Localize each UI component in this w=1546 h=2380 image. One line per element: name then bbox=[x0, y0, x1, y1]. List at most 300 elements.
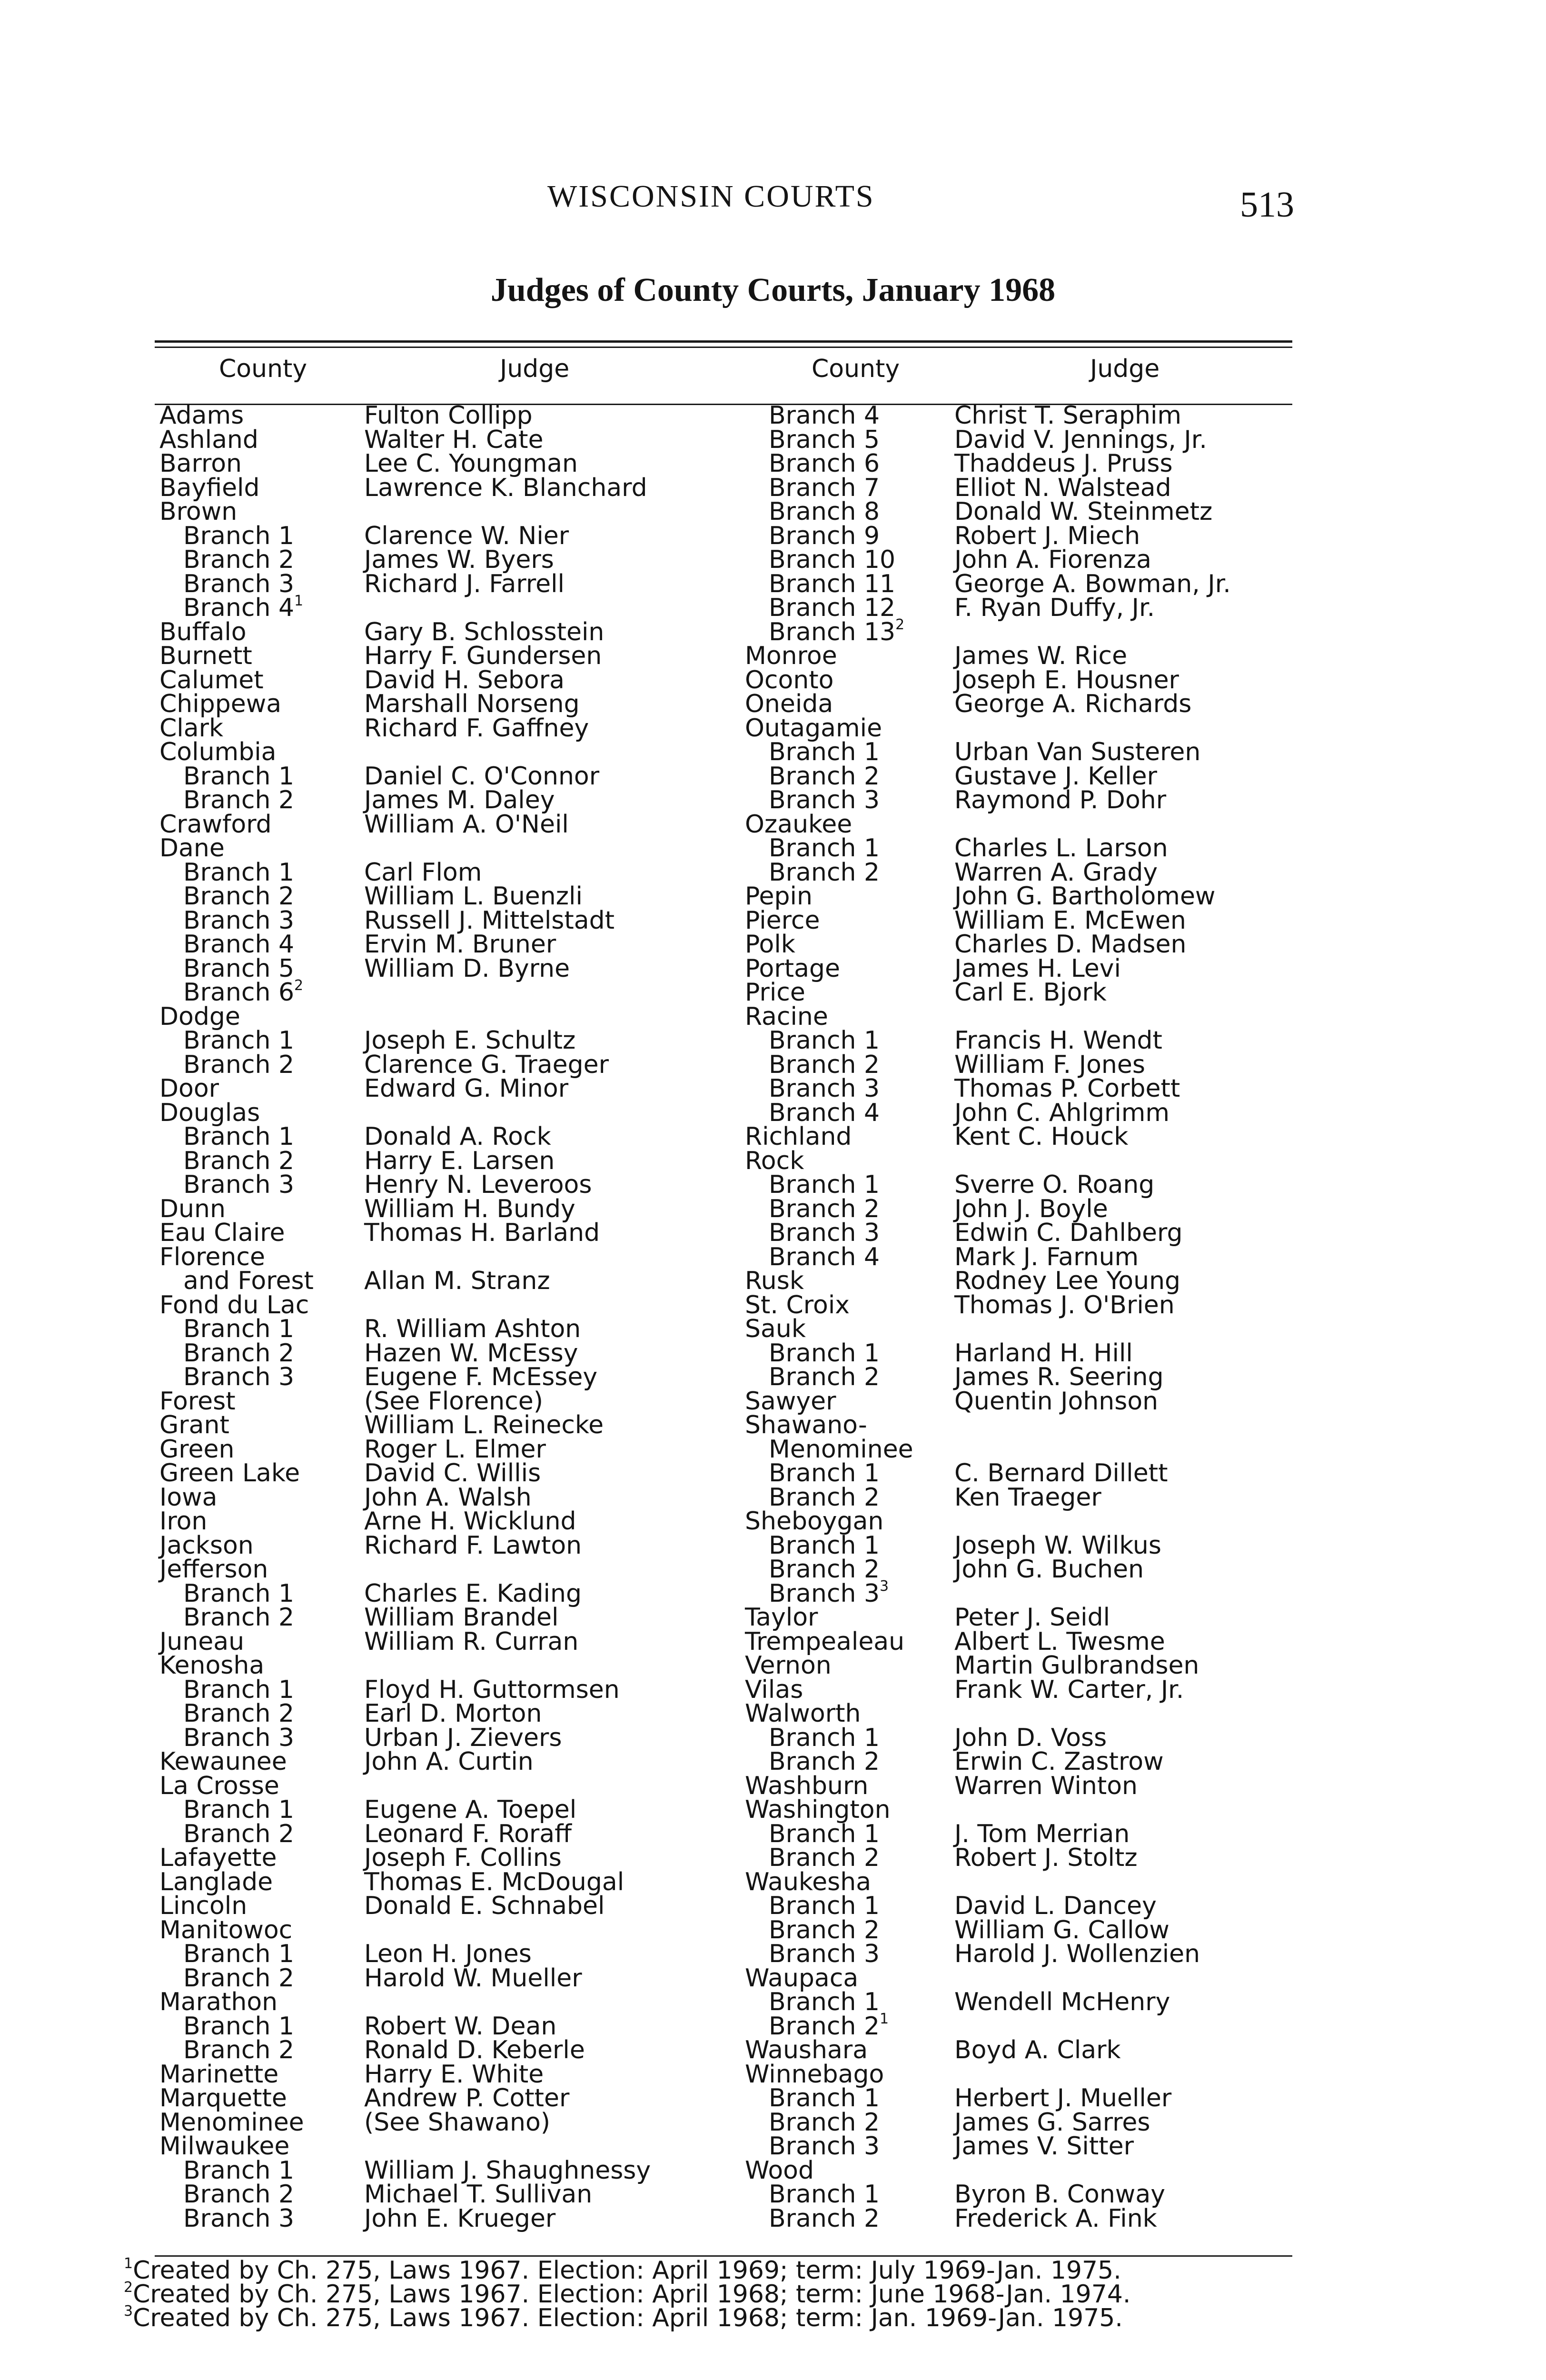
judge-name: John C. Ahlgrimm bbox=[954, 1098, 1170, 1127]
judge-name: Joseph W. Wilkus bbox=[954, 1531, 1161, 1560]
judge-name: Mark J. Farnum bbox=[954, 1242, 1139, 1271]
county-label: Waushara bbox=[745, 2036, 868, 2064]
table-row bbox=[740, 1867, 1295, 1896]
table-row bbox=[740, 764, 1295, 789]
table-row bbox=[740, 884, 1295, 909]
county-label: Outagamie bbox=[745, 714, 882, 743]
county-label: Branch 1 bbox=[769, 2084, 880, 2112]
county-name bbox=[769, 616, 905, 646]
county-label: Branch 2 bbox=[183, 1819, 295, 1848]
judge-name: (See Florence) bbox=[364, 1387, 544, 1416]
table-row bbox=[155, 1194, 740, 1223]
judge-name: Henry N. Leveroos bbox=[364, 1170, 592, 1199]
table-row bbox=[740, 2156, 1295, 2185]
judge-name: William R. Curran bbox=[364, 1627, 579, 1656]
table-row bbox=[740, 1915, 1295, 1944]
table-row bbox=[740, 1771, 1295, 1800]
table-row bbox=[155, 740, 740, 764]
county-label: Menominee bbox=[769, 1435, 913, 1464]
table-row bbox=[740, 569, 1295, 598]
county-name bbox=[183, 1795, 295, 1824]
county-name bbox=[159, 617, 247, 646]
county-name bbox=[159, 425, 258, 454]
county-label: Menominee bbox=[159, 2108, 304, 2137]
judge-name: Donald W. Steinmetz bbox=[954, 497, 1213, 526]
table-row bbox=[740, 2038, 1295, 2063]
county-name bbox=[769, 1026, 880, 1055]
county-label: Branch 4 bbox=[769, 1098, 880, 1127]
county-name bbox=[769, 2086, 880, 2111]
county-label: Branch 12 bbox=[769, 594, 896, 622]
running-head: WISCONSIN COURTS bbox=[547, 179, 875, 214]
county-label: Polk bbox=[745, 930, 795, 959]
table-row bbox=[740, 1557, 1295, 1582]
judge-name: (See Shawano) bbox=[364, 2108, 551, 2137]
table-row bbox=[155, 449, 740, 478]
right-entries-table bbox=[740, 401, 1295, 2233]
county-name bbox=[769, 1341, 880, 1366]
judge-name: William L. Buenzli bbox=[364, 882, 583, 911]
county-name bbox=[769, 2182, 880, 2207]
table-row bbox=[155, 521, 740, 550]
judge-name: Hazen W. McEssy bbox=[364, 1339, 578, 1368]
county-name bbox=[183, 1026, 295, 1055]
county-name bbox=[745, 954, 840, 983]
county-name bbox=[769, 1723, 880, 1752]
county-label: Branch 6 bbox=[183, 978, 295, 1007]
table-row bbox=[740, 644, 1295, 668]
table-row bbox=[740, 1819, 1295, 1848]
county-name bbox=[769, 425, 880, 454]
table-row bbox=[155, 2182, 740, 2207]
county-label: Branch 1 bbox=[183, 1579, 295, 1608]
county-name bbox=[159, 473, 260, 502]
county-name bbox=[745, 978, 805, 1007]
judge-name: Quentin Johnson bbox=[954, 1387, 1159, 1416]
judge-name: Charles E. Kading bbox=[364, 1579, 582, 1608]
county-label: Lincoln bbox=[159, 1892, 248, 1920]
county-name bbox=[183, 2204, 295, 2233]
county-label: Branch 5 bbox=[769, 425, 880, 454]
judge-name: John A. Fiorenza bbox=[954, 545, 1152, 574]
county-label: Branch 1 bbox=[769, 738, 880, 766]
table-row bbox=[155, 2134, 740, 2159]
county-label: Branch 9 bbox=[769, 521, 880, 550]
table-row bbox=[740, 425, 1295, 454]
county-name bbox=[769, 401, 880, 430]
judge-name: Thaddeus J. Pruss bbox=[954, 449, 1173, 478]
judge-name: Ervin M. Bruner bbox=[364, 930, 556, 959]
county-label: Milwaukee bbox=[159, 2132, 290, 2161]
judge-name: Fulton Collipp bbox=[364, 401, 533, 430]
county-name bbox=[745, 2156, 814, 2185]
table-row bbox=[740, 788, 1295, 813]
county-label: Dunn bbox=[159, 1194, 226, 1223]
county-name bbox=[183, 788, 294, 813]
column-header-judge-right: Judge bbox=[1090, 355, 1160, 383]
judge-name: George A. Richards bbox=[954, 690, 1192, 718]
judge-name: Roger L. Elmer bbox=[364, 1435, 546, 1464]
county-name bbox=[745, 1002, 828, 1031]
county-name bbox=[159, 1221, 285, 1245]
county-name bbox=[159, 497, 238, 526]
county-label: Branch 2 bbox=[769, 1483, 880, 1512]
county-label: Branch 1 bbox=[769, 1339, 880, 1368]
county-name bbox=[769, 1050, 880, 1079]
table-row bbox=[155, 1603, 740, 1632]
county-label: Langlade bbox=[159, 1867, 273, 1896]
county-name bbox=[183, 2038, 294, 2063]
county-label: Branch 3 bbox=[769, 1074, 880, 1103]
county-label: Branch 2 bbox=[183, 1050, 295, 1079]
county-name bbox=[159, 1771, 279, 1800]
county-label: Jackson bbox=[159, 1531, 254, 1560]
table-row bbox=[740, 1966, 1295, 1991]
county-label: Branch 2 bbox=[769, 1844, 880, 1872]
county-name bbox=[745, 1509, 883, 1534]
county-name bbox=[769, 836, 880, 861]
table-row bbox=[155, 716, 740, 741]
table-row bbox=[155, 1050, 740, 1079]
county-name bbox=[159, 1098, 260, 1127]
county-name bbox=[745, 1627, 905, 1656]
county-label: Jefferson bbox=[159, 1555, 268, 1584]
table-row bbox=[155, 1483, 740, 1512]
county-name bbox=[183, 1317, 294, 1341]
footnote-marker: 3 bbox=[880, 1578, 889, 1595]
judge-name: Russell J. Mittelstadt bbox=[364, 906, 615, 935]
county-label: Branch 1 bbox=[183, 858, 295, 887]
judge-name: Arne H. Wicklund bbox=[364, 1507, 576, 1536]
county-label: Eau Claire bbox=[159, 1219, 285, 1247]
table-row bbox=[740, 1026, 1295, 1055]
table-row bbox=[740, 692, 1295, 716]
table-row bbox=[740, 954, 1295, 983]
table-row bbox=[155, 2060, 740, 2089]
table-row bbox=[740, 810, 1295, 839]
judge-name: Herbert J. Mueller bbox=[954, 2084, 1172, 2112]
table-row bbox=[155, 1942, 740, 1966]
county-name bbox=[745, 644, 837, 668]
table-row bbox=[740, 2108, 1295, 2137]
table-row bbox=[155, 1146, 740, 1175]
judge-name: Sverre O. Roang bbox=[954, 1170, 1155, 1199]
county-name bbox=[745, 810, 852, 839]
county-label: Iowa bbox=[159, 1483, 218, 1512]
table-row bbox=[155, 1413, 740, 1438]
table-row bbox=[740, 1651, 1295, 1680]
county-name bbox=[159, 1557, 268, 1582]
table-row bbox=[740, 1531, 1295, 1560]
county-label: Branch 3 bbox=[769, 1219, 880, 1247]
county-name bbox=[183, 592, 304, 622]
county-name bbox=[159, 1290, 309, 1319]
table-row bbox=[740, 740, 1295, 764]
county-name bbox=[159, 1509, 207, 1534]
table-row bbox=[155, 1915, 740, 1944]
judge-name: William J. Shaughnessy bbox=[364, 2156, 651, 2185]
county-label: Monroe bbox=[745, 642, 837, 670]
county-name bbox=[769, 740, 880, 764]
table-row bbox=[740, 1341, 1295, 1366]
judge-name: Harry F. Gundersen bbox=[364, 642, 602, 670]
page-number: 513 bbox=[1240, 185, 1294, 225]
county-label: Branch 3 bbox=[183, 569, 295, 598]
county-label: Branch 1 bbox=[183, 1315, 295, 1343]
county-name bbox=[159, 810, 272, 839]
county-label: Door bbox=[159, 1074, 219, 1103]
county-name bbox=[183, 764, 294, 789]
table-row bbox=[740, 1699, 1295, 1728]
table-row bbox=[155, 1461, 740, 1486]
table-row bbox=[740, 906, 1295, 935]
county-name bbox=[745, 1317, 806, 1341]
judge-name: Lawrence K. Blanchard bbox=[364, 473, 647, 502]
judge-name: Rodney Lee Young bbox=[954, 1267, 1181, 1295]
table-row bbox=[155, 2038, 740, 2063]
county-label: Shawano- bbox=[745, 1411, 867, 1439]
county-label: Branch 5 bbox=[183, 954, 295, 983]
table-row bbox=[740, 497, 1295, 526]
county-name bbox=[745, 1122, 852, 1151]
county-label: Marathon bbox=[159, 1988, 278, 2016]
county-name bbox=[769, 858, 880, 887]
table-row bbox=[155, 692, 740, 716]
county-name bbox=[159, 1461, 300, 1486]
county-label: Branch 1 bbox=[769, 1988, 880, 2016]
judge-name: J. Tom Merrian bbox=[954, 1819, 1130, 1848]
judge-name: James R. Seering bbox=[954, 1363, 1164, 1391]
judge-name: Donald A. Rock bbox=[364, 1122, 551, 1151]
county-name bbox=[769, 1531, 880, 1560]
county-label: Branch 2 bbox=[769, 2108, 880, 2137]
table-row bbox=[155, 884, 740, 909]
county-label: Branch 1 bbox=[183, 2156, 295, 2185]
judge-name: William Brandel bbox=[364, 1603, 559, 1632]
county-label: Branch 2 bbox=[183, 786, 295, 814]
county-label: Pepin bbox=[745, 882, 813, 911]
table-row bbox=[155, 788, 740, 813]
county-name bbox=[183, 1170, 295, 1199]
county-name bbox=[769, 1242, 880, 1271]
county-name bbox=[769, 1557, 880, 1582]
county-name bbox=[769, 1170, 880, 1199]
county-name bbox=[769, 1483, 880, 1512]
county-name bbox=[769, 2011, 889, 2041]
table-row bbox=[740, 1146, 1295, 1175]
column-header-county-right: County bbox=[812, 355, 900, 383]
county-label: Dane bbox=[159, 834, 225, 863]
judge-name: Harold W. Mueller bbox=[364, 1964, 582, 1993]
table-row bbox=[740, 1461, 1295, 1486]
top-double-rule-inner bbox=[155, 347, 1292, 348]
table-row bbox=[155, 977, 740, 1007]
table-row bbox=[155, 1747, 740, 1776]
county-name bbox=[769, 545, 896, 574]
judge-name: James V. Sitter bbox=[954, 2132, 1134, 2161]
county-label: Branch 2 bbox=[183, 2180, 295, 2209]
county-name bbox=[183, 569, 295, 598]
table-row bbox=[740, 1242, 1295, 1271]
county-name bbox=[183, 1723, 295, 1752]
county-label: Washburn bbox=[745, 1771, 869, 1800]
county-label: Branch 2 bbox=[769, 1050, 880, 1079]
county-label: Green Lake bbox=[159, 1459, 300, 1488]
county-name bbox=[769, 1194, 880, 1223]
judge-name: William F. Jones bbox=[954, 1050, 1145, 1079]
table-row bbox=[740, 1269, 1295, 1293]
county-label: Branch 1 bbox=[183, 2012, 295, 2041]
judge-name: John D. Voss bbox=[954, 1723, 1107, 1752]
county-name bbox=[745, 1413, 867, 1438]
judge-name: Thomas E. McDougal bbox=[364, 1867, 624, 1896]
judge-name: Harland H. Hill bbox=[954, 1339, 1133, 1368]
judge-name: Eugene A. Toepel bbox=[364, 1795, 577, 1824]
county-label: and Forest bbox=[183, 1267, 314, 1295]
judge-name: Harry E. White bbox=[364, 2060, 544, 2089]
county-label: Branch 2 bbox=[183, 2036, 295, 2064]
table-row bbox=[740, 1627, 1295, 1656]
county-label: Branch 1 bbox=[183, 762, 295, 791]
table-row bbox=[740, 1170, 1295, 1199]
judge-name: Wendell McHenry bbox=[954, 1988, 1170, 2016]
county-label: Branch 1 bbox=[769, 1892, 880, 1920]
county-label: Sawyer bbox=[745, 1387, 836, 1416]
judge-name: William G. Callow bbox=[954, 1915, 1169, 1944]
judge-name: Robert J. Miech bbox=[954, 521, 1140, 550]
table-row bbox=[155, 1867, 740, 1896]
footnote-line bbox=[124, 2255, 1130, 2285]
judge-name: William E. McEwen bbox=[954, 906, 1186, 935]
table-row bbox=[155, 1098, 740, 1127]
county-name bbox=[745, 1699, 861, 1728]
county-label: Price bbox=[745, 978, 805, 1007]
county-label: Forest bbox=[159, 1387, 236, 1416]
county-label: Branch 1 bbox=[183, 1122, 295, 1151]
table-row bbox=[155, 1389, 740, 1414]
county-label: Grant bbox=[159, 1411, 229, 1439]
county-label: Branch 2 bbox=[183, 1146, 295, 1175]
county-label: St. Croix bbox=[745, 1290, 850, 1319]
county-label: Sheboygan bbox=[745, 1507, 884, 1536]
table-row bbox=[740, 1122, 1295, 1151]
county-name bbox=[745, 1867, 872, 1896]
county-name bbox=[183, 1942, 294, 1966]
county-name bbox=[745, 716, 882, 741]
table-row bbox=[740, 2182, 1295, 2207]
county-label: Manitowoc bbox=[159, 1915, 293, 1944]
judge-name: Gary B. Schlosstein bbox=[364, 617, 605, 646]
judge-name: Floyd H. Guttormsen bbox=[364, 1675, 620, 1704]
county-label: Pierce bbox=[745, 906, 820, 935]
county-name bbox=[769, 2134, 880, 2159]
judge-name: James M. Daley bbox=[364, 786, 555, 814]
judge-name: Frederick A. Fink bbox=[954, 2204, 1157, 2233]
table-row bbox=[155, 1170, 740, 1199]
county-label: Rusk bbox=[745, 1267, 804, 1295]
county-label: Burnett bbox=[159, 642, 252, 670]
county-name bbox=[159, 1413, 229, 1438]
county-label: Branch 1 bbox=[183, 1675, 295, 1704]
table-row bbox=[155, 1341, 740, 1366]
county-label: Branch 1 bbox=[769, 1723, 880, 1752]
county-label: Branch 3 bbox=[183, 906, 295, 935]
table-row bbox=[740, 1509, 1295, 1534]
table-row bbox=[155, 1723, 740, 1752]
table-row bbox=[740, 1050, 1295, 1079]
table-row bbox=[155, 1242, 740, 1271]
county-name bbox=[159, 1867, 273, 1896]
judge-name: George A. Bowman, Jr. bbox=[954, 569, 1231, 598]
county-name bbox=[769, 788, 880, 813]
judge-name: Carl Flom bbox=[364, 858, 482, 887]
judge-name: Robert W. Dean bbox=[364, 2012, 557, 2041]
table-row bbox=[740, 1290, 1295, 1319]
county-name bbox=[183, 1269, 314, 1293]
county-label: Kewaunee bbox=[159, 1747, 287, 1776]
judge-name: Joseph F. Collins bbox=[364, 1844, 562, 1872]
judge-name: Harry E. Larsen bbox=[364, 1146, 555, 1175]
table-row bbox=[155, 1990, 740, 2014]
footnote-marker: 3 bbox=[124, 2302, 133, 2320]
judge-name: Martin Gulbrandsen bbox=[954, 1651, 1199, 1680]
table-row bbox=[155, 954, 740, 983]
table-row bbox=[740, 401, 1295, 430]
county-label: Branch 1 bbox=[183, 1795, 295, 1824]
county-name bbox=[159, 1915, 293, 1944]
judge-name: John G. Buchen bbox=[954, 1555, 1144, 1584]
county-label: Branch 10 bbox=[769, 545, 896, 574]
county-label: Branch 2 bbox=[769, 1194, 880, 1223]
table-row bbox=[155, 1651, 740, 1680]
county-name bbox=[159, 1435, 235, 1464]
table-row bbox=[155, 1771, 740, 1800]
table-row bbox=[740, 665, 1295, 694]
table-row bbox=[155, 858, 740, 887]
footnote-marker: 2 bbox=[124, 2279, 133, 2296]
table-row bbox=[155, 1122, 740, 1151]
judge-name: Christ T. Seraphim bbox=[954, 401, 1182, 430]
county-label: Branch 2 bbox=[183, 1603, 295, 1632]
county-name bbox=[183, 545, 295, 574]
footnotes bbox=[124, 2255, 1131, 2332]
county-name bbox=[159, 449, 242, 478]
county-label: Bayfield bbox=[159, 473, 260, 502]
table-row bbox=[740, 1389, 1295, 1414]
table-row bbox=[155, 1317, 740, 1341]
county-name bbox=[183, 906, 295, 935]
judge-name: Clarence G. Traeger bbox=[364, 1050, 609, 1079]
county-name bbox=[159, 1242, 265, 1271]
county-label: Branch 2 bbox=[183, 882, 295, 911]
table-row bbox=[740, 596, 1295, 620]
table-row bbox=[155, 1002, 740, 1031]
footnote-marker: 1 bbox=[294, 592, 304, 609]
table-row bbox=[155, 2204, 740, 2233]
county-label: Branch 1 bbox=[769, 2180, 880, 2209]
table-row bbox=[155, 1509, 740, 1534]
county-name bbox=[159, 740, 277, 764]
county-name bbox=[745, 1290, 850, 1319]
judge-name: Walter H. Cate bbox=[364, 425, 544, 454]
judge-name: Robert J. Stoltz bbox=[954, 1844, 1138, 1872]
table-row bbox=[155, 2156, 740, 2185]
county-name bbox=[183, 1966, 294, 1991]
county-name bbox=[183, 2156, 295, 2185]
judge-name: Thomas J. O'Brien bbox=[954, 1290, 1175, 1319]
table-row bbox=[155, 1221, 740, 1245]
county-name bbox=[159, 665, 264, 694]
